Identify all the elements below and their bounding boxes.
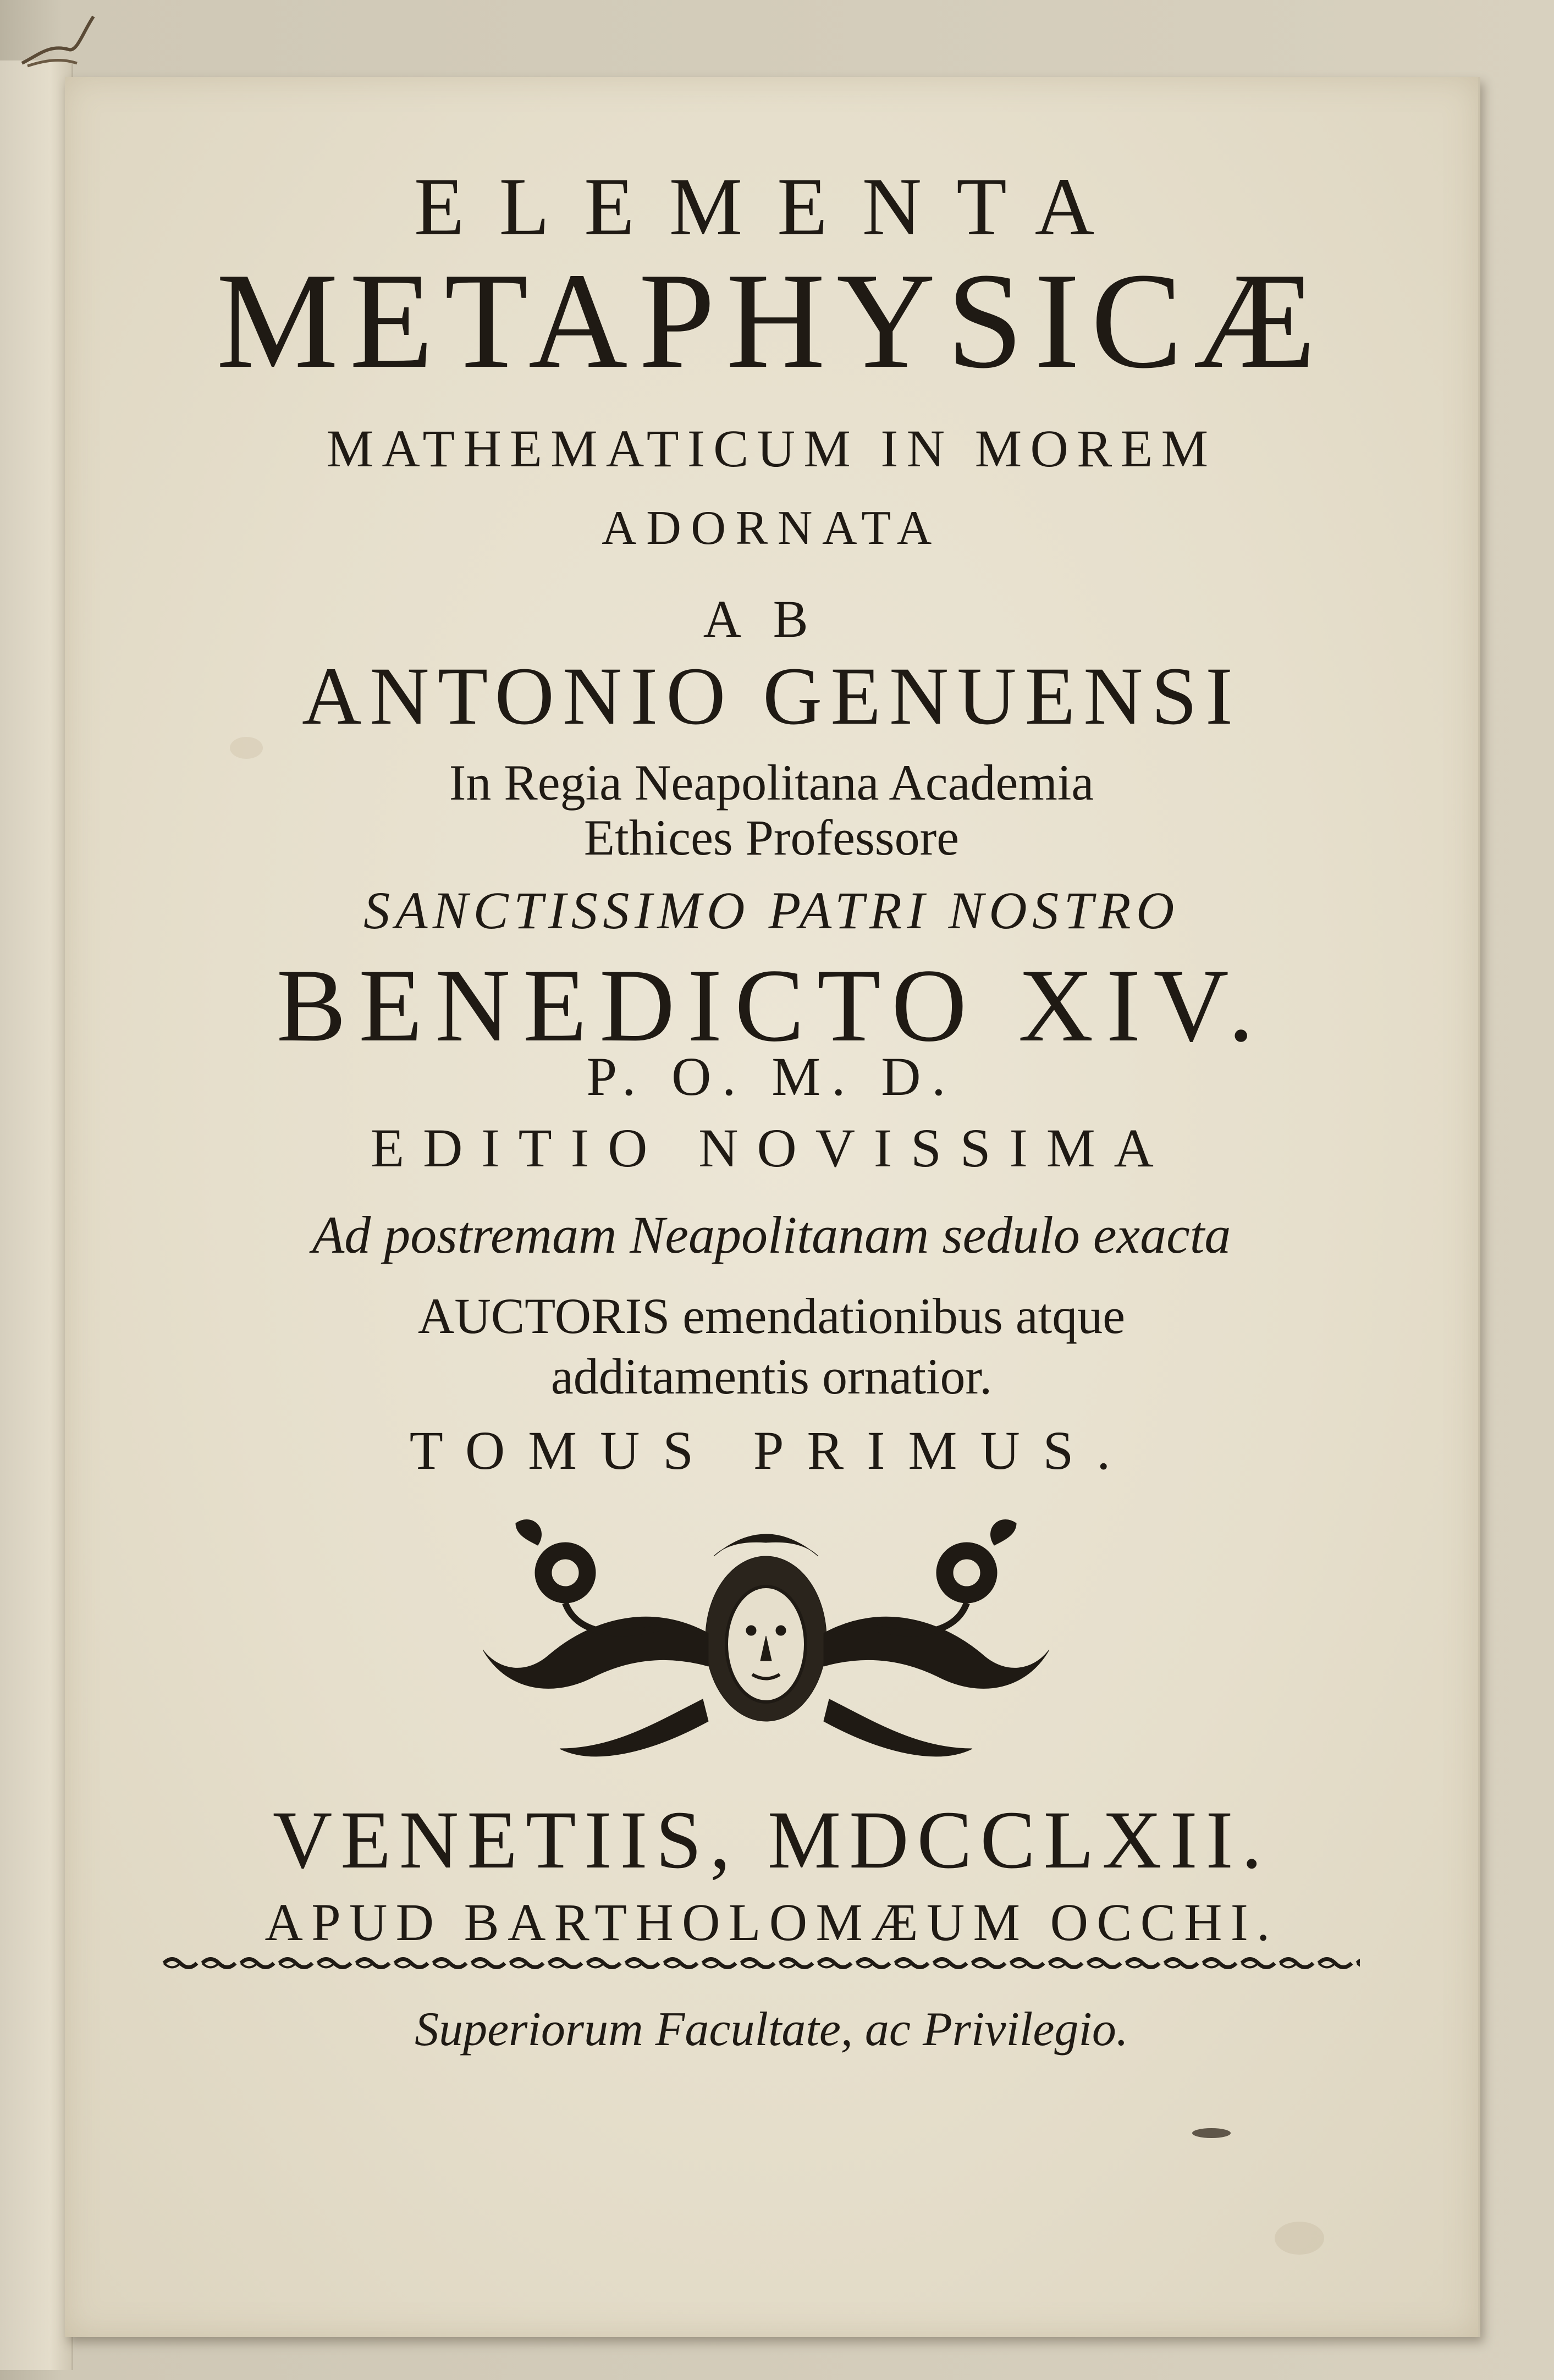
facing-page-edge [0, 60, 73, 2370]
imprint-printer: APUD BARTHOLOMÆUM OCCHI. [264, 1893, 1279, 1952]
byline-ab: AB [703, 590, 840, 648]
dedication-abbreviation: P. O. M. D. [586, 1046, 957, 1107]
author-name: ANTONIO GENUENSI [302, 651, 1241, 742]
edition-statement: EDITIO NOVISSIMA [371, 1117, 1172, 1178]
binding-thread [16, 11, 99, 71]
volume-statement: TOMUS PRIMUS. [409, 1420, 1134, 1481]
woodcut-ornament [450, 1490, 1082, 1776]
foxing-spot [1275, 2222, 1324, 2255]
title-metaphysicae: METAPHYSICÆ [216, 245, 1327, 397]
author-position: Ethices Professore [583, 809, 960, 866]
imprint-place-date: VENETIIS, MDCCLXII. [272, 1794, 1270, 1886]
ink-mark [1192, 2128, 1231, 2138]
dedication-line: SANCTISSIMO PATRI NOSTRO [363, 881, 1180, 940]
subtitle-adornata: ADORNATA [602, 502, 941, 555]
privilege-statement: Superiorum Facultate, ac Privilegio. [415, 2003, 1128, 2056]
title-page [65, 77, 1480, 2337]
edition-emendation-line-1: AUCTORIS emendationibus atque [417, 1288, 1126, 1344]
edition-emendation-line-2: additamentis ornatior. [550, 1348, 993, 1404]
author-affiliation: In Regia Neapolitana Academia [449, 754, 1094, 811]
edition-note: Ad postremam Neapolitanam sedulo exacta [312, 1205, 1231, 1264]
ornamental-rule [161, 1952, 1360, 1974]
title-elementa: ELEMENTA [414, 161, 1129, 252]
dedicatee-name: BENEDICTO XIV. [276, 948, 1267, 1064]
subtitle-mathematicum: MATHEMATICUM IN MOREM [326, 419, 1217, 478]
